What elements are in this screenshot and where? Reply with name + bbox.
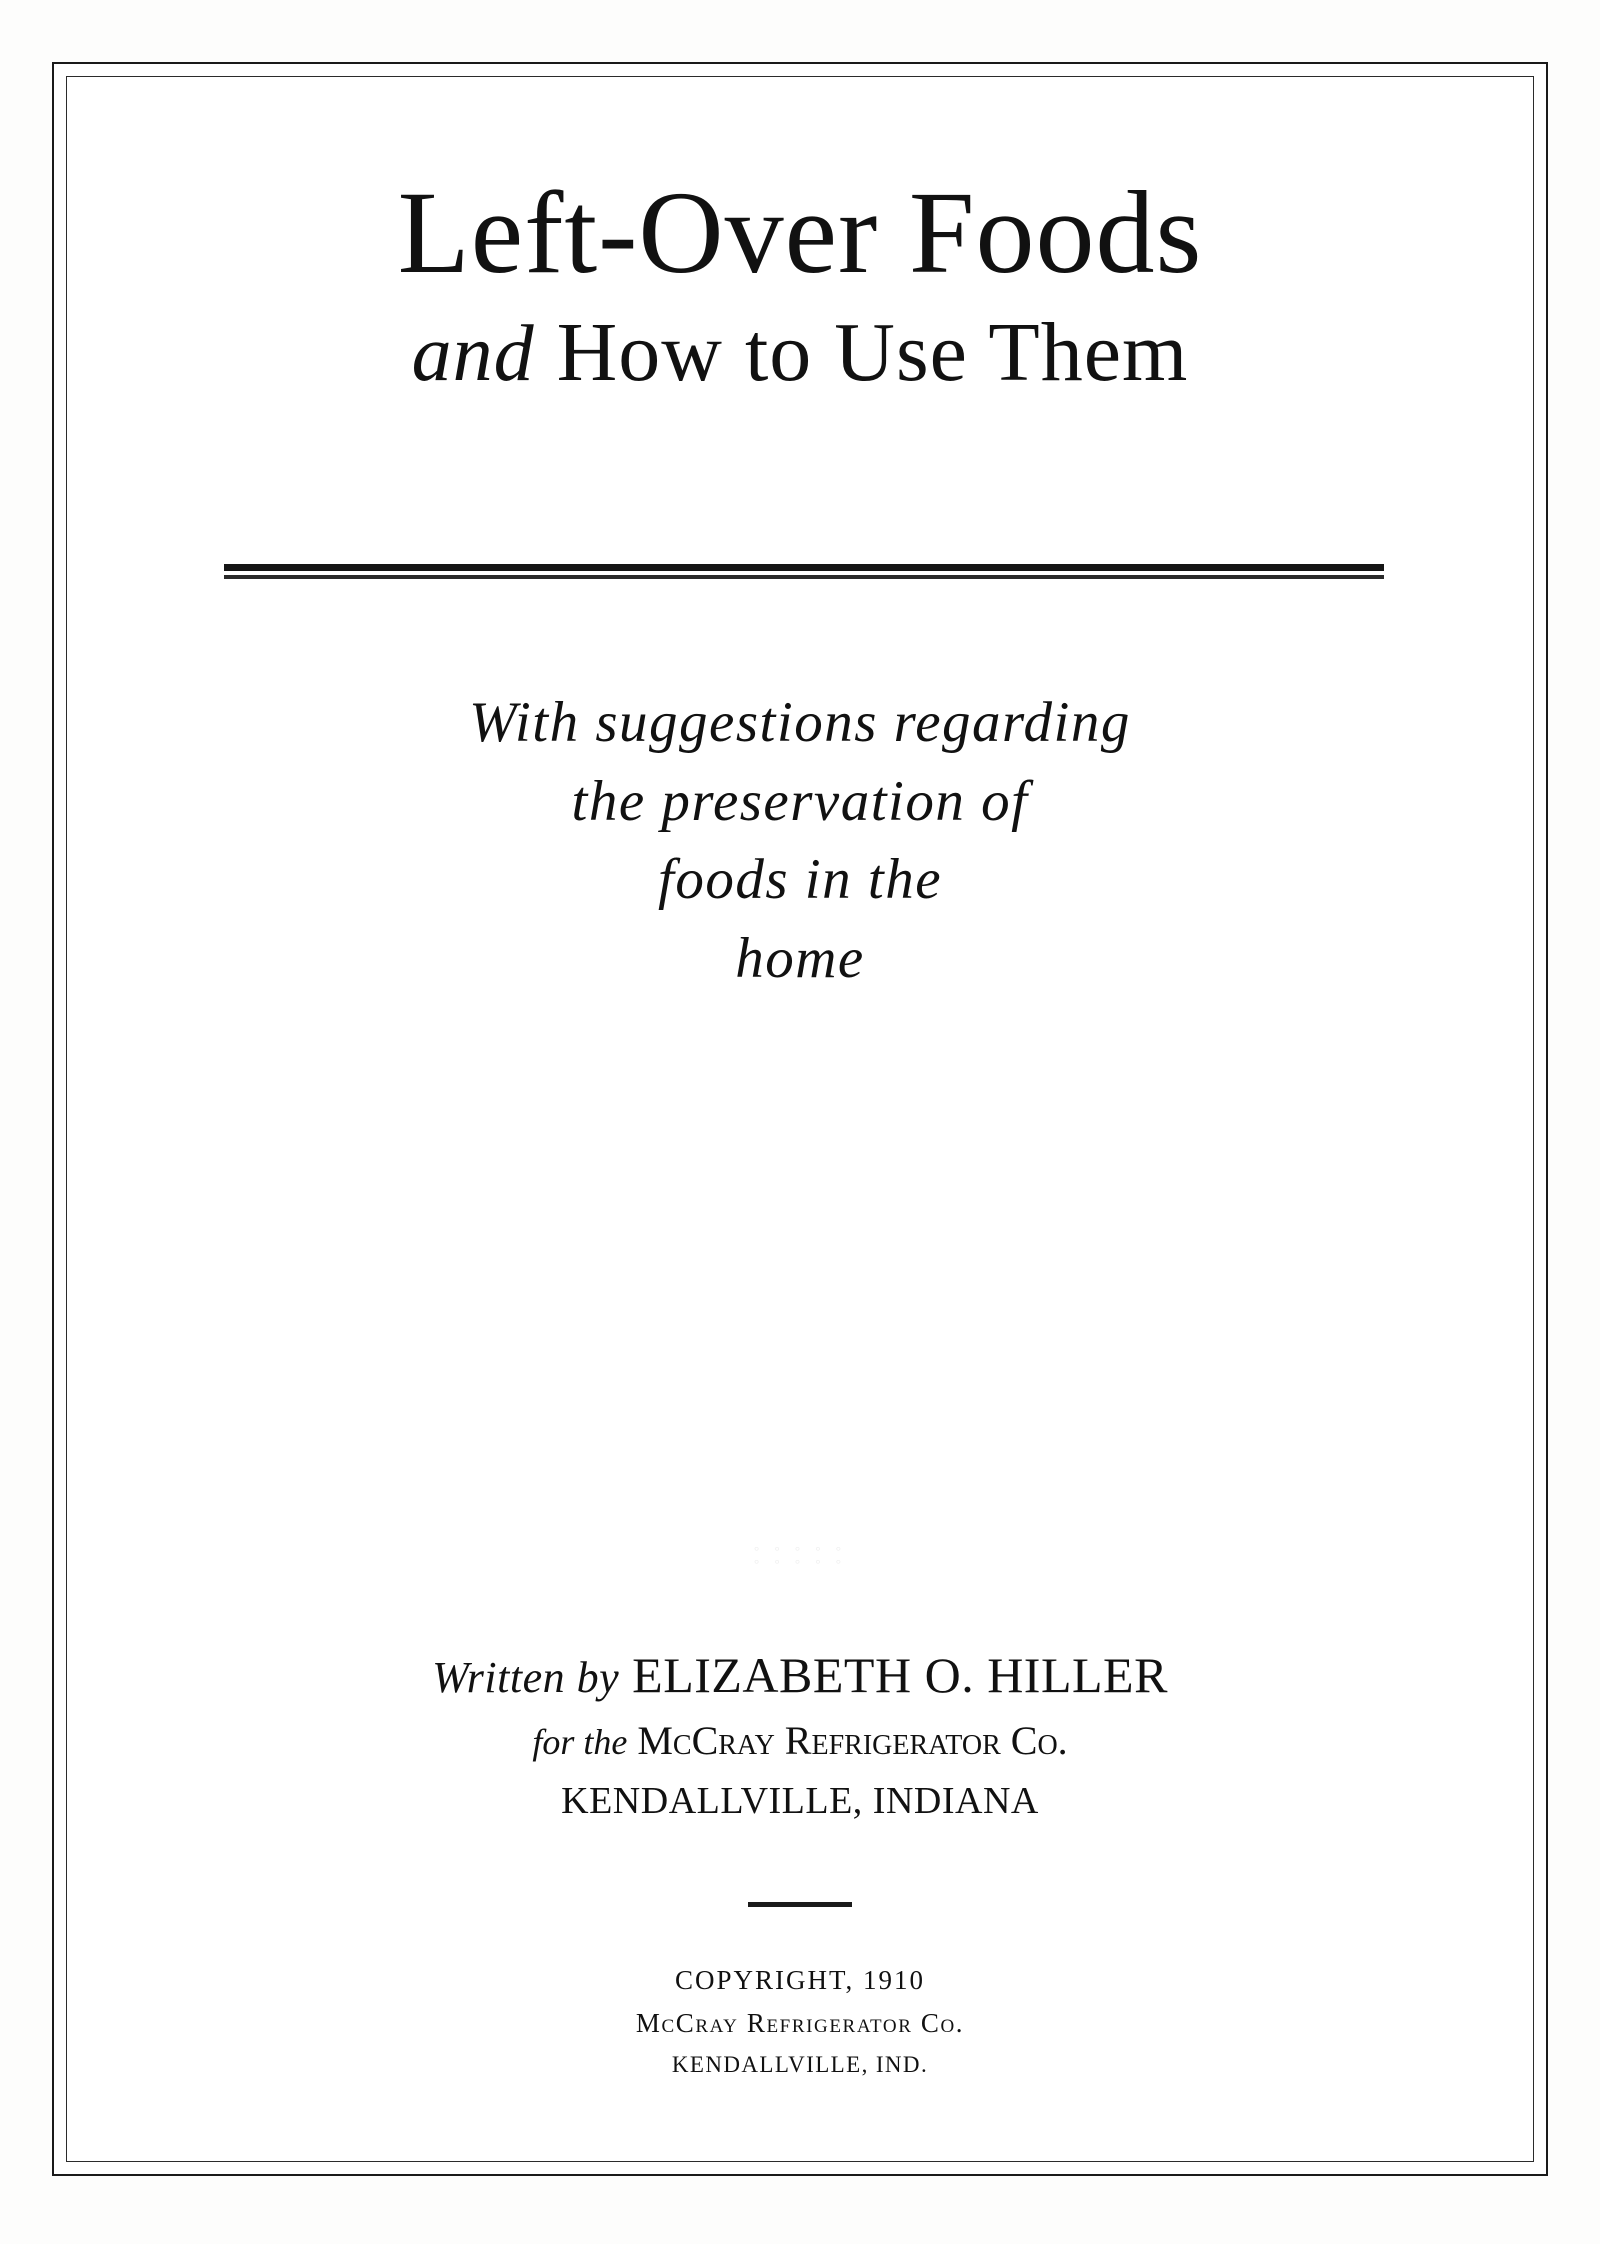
publisher-name: McCray Refrigerator Co. <box>637 1717 1068 1763</box>
title-line-1: Left-Over Foods <box>397 167 1203 298</box>
title-line-2 <box>54 292 1546 414</box>
scan-speckle-mark: ° ° ° ° ° ° ° ° ° ° <box>754 1543 847 1571</box>
page-border <box>52 62 1548 2176</box>
publisher-city: KENDALLVILLE, INDIANA <box>561 1779 1039 1822</box>
title-line-2-rest: How to Use Them <box>556 306 1189 399</box>
written-by-label: Written by <box>432 1653 620 1702</box>
for-the-label: for the <box>532 1721 628 1762</box>
author-name: ELIZABETH O. HILLER <box>632 1647 1168 1703</box>
subtitle-block <box>54 684 1546 999</box>
subtitle-line: home <box>735 926 865 990</box>
title-page-content <box>54 64 1546 2174</box>
rule-thin <box>224 575 1384 579</box>
rule-thick <box>224 564 1384 571</box>
page-title <box>54 167 1546 414</box>
copyright-line-2: McCray Refrigerator Co. <box>635 2008 965 2039</box>
title-divider-rule <box>224 564 1384 579</box>
copyright-line-3: KENDALLVILLE, IND. <box>671 2052 929 2078</box>
title-and-word: and <box>411 310 535 398</box>
byline-author-line <box>54 1644 1546 1707</box>
author-byline <box>54 1644 1546 1830</box>
subtitle-line: With suggestions regarding <box>469 691 1131 754</box>
copyright-line-1: COPYRIGHT, 1910 <box>674 1965 925 1995</box>
subtitle-line: the preservation of <box>571 769 1029 833</box>
byline-publisher-line <box>54 1713 1546 1769</box>
copyright-block <box>54 1959 1546 2084</box>
subtitle-line: foods in the <box>658 848 942 912</box>
short-divider-rule <box>748 1902 852 1907</box>
